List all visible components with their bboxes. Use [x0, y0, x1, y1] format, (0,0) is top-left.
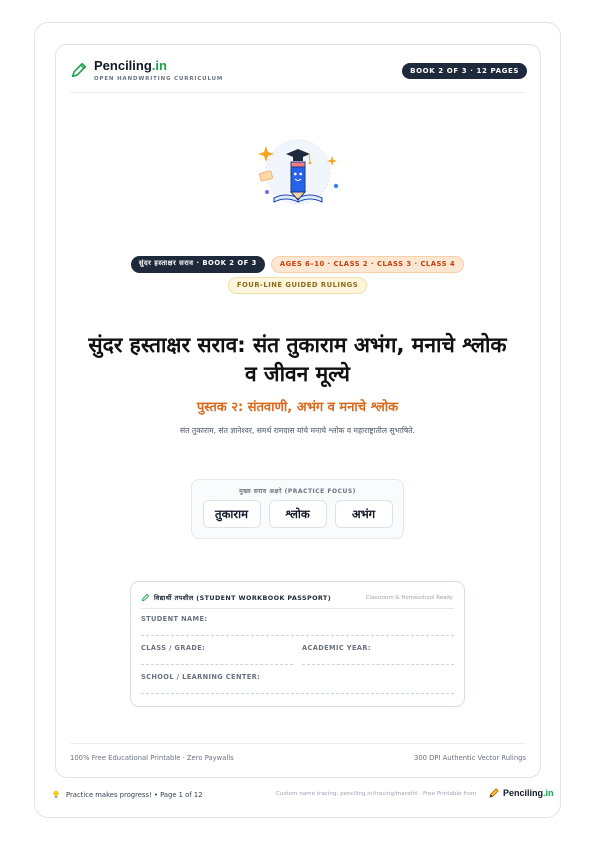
- focus-word: अभंग: [335, 500, 393, 528]
- pencil-icon: [70, 61, 88, 79]
- pencil-book-mascot-illustration: [252, 138, 344, 210]
- footer-divider: [70, 743, 526, 744]
- pencil-icon: [488, 787, 500, 799]
- academic-year-field[interactable]: [302, 664, 454, 665]
- academic-year-label: ACADEMIC YEAR:: [302, 644, 371, 652]
- progress-note: [52, 790, 203, 799]
- book-subtitle: पुस्तक २: संतवाणी, अभंग व मनाचे श्लोक: [196, 400, 399, 415]
- focus-word: तुकाराम: [203, 500, 261, 528]
- tag-row: [0, 256, 595, 273]
- pencil-icon: [141, 593, 150, 602]
- footer-brand-name: Penciling.in: [503, 788, 554, 798]
- student-name-field[interactable]: [141, 635, 454, 636]
- book-description: संत तुकाराम, संत ज्ञानेश्वर, समर्थ रामदास यांचे मनाचे श्लोक व महाराष्ट्रातील सुभाषिते.: [180, 426, 415, 435]
- class-grade-field[interactable]: [141, 664, 293, 665]
- footer-dpi-note: 300 DPI Authentic Vector Rulings: [414, 754, 526, 762]
- passport-title: विद्यार्थी तपशील (STUDENT WORKBOOK PASSPORT): [154, 594, 332, 602]
- brand-name: Penciling.in: [94, 58, 167, 73]
- school-field[interactable]: [141, 693, 454, 694]
- book-count-badge: BOOK 2 OF 3 · 12 PAGES: [402, 63, 527, 79]
- series-pill: सुंदर हस्ताक्षर सराव · BOOK 2 OF 3: [131, 256, 265, 273]
- ages-pill: AGES 6–10 · CLASS 2 · CLASS 3 · CLASS 4: [271, 256, 464, 273]
- page-indicator: Practice makes progress! • Page 1 of 12: [66, 790, 203, 799]
- footer-brand-logo[interactable]: [488, 787, 554, 799]
- title-line-2: व जीवन मूल्ये: [245, 362, 350, 386]
- custom-tracing-link[interactable]: Custom name tracing: penciling.in/tracing/marathi · Free Printable from: [276, 791, 477, 797]
- tag-row-2: [0, 277, 595, 294]
- footer-free-note: 100% Free Educational Printable · Zero Paywalls: [70, 754, 234, 762]
- practice-focus-label: मुख्य सराव अक्षरे (PRACTICE FOCUS): [239, 488, 356, 495]
- school-label: SCHOOL / LEARNING CENTER:: [141, 673, 261, 681]
- focus-word: श्लोक: [269, 500, 327, 528]
- header-divider: [70, 92, 526, 93]
- passport-note: Classroom & Homeschool Ready: [365, 595, 453, 601]
- student-passport-card: [130, 581, 465, 707]
- practice-focus-card: [191, 479, 404, 539]
- lightbulb-icon: [52, 790, 60, 799]
- class-grade-label: CLASS / GRADE:: [141, 644, 206, 652]
- passport-divider: [141, 608, 454, 609]
- brand-tagline: OPEN HANDWRITING CURRICULUM: [94, 76, 224, 82]
- title-line-1: सुंदर हस्ताक्षर सराव: संत तुकाराम अभंग, मनाचे श्लोक: [88, 333, 507, 357]
- student-name-label: STUDENT NAME:: [141, 615, 208, 623]
- rulings-pill: FOUR-LINE GUIDED RULINGS: [228, 277, 367, 294]
- brand-logo[interactable]: [70, 59, 223, 82]
- page-title: [60, 331, 535, 389]
